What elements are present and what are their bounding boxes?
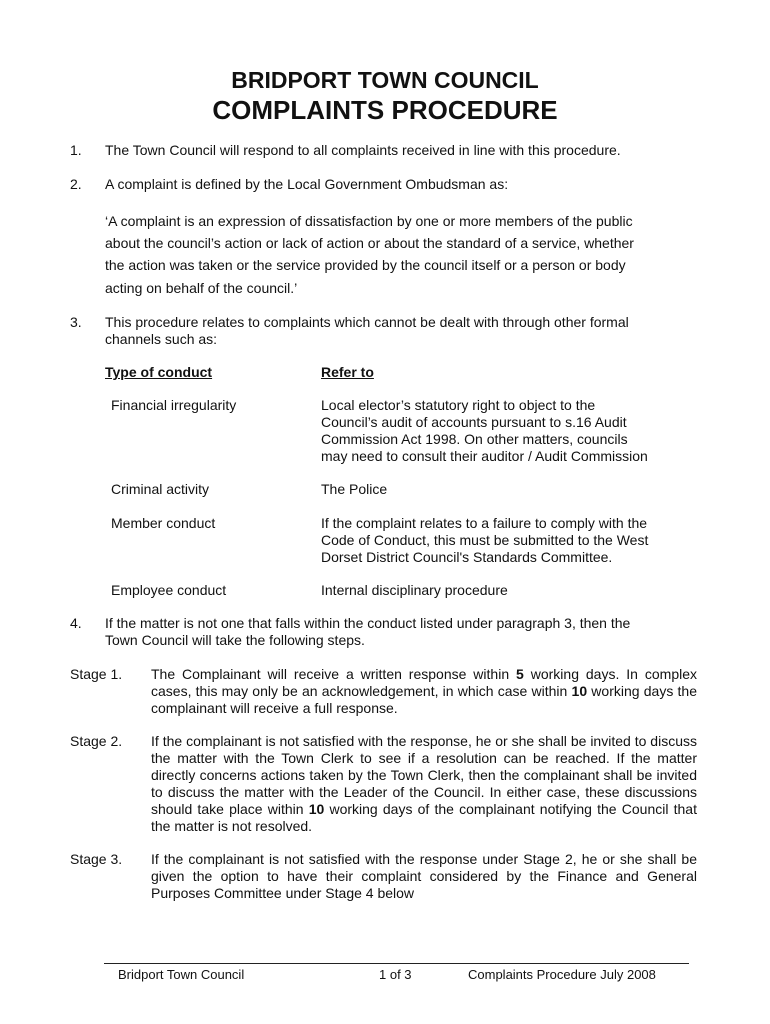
refer-line: If the complaint relates to a failure to comply with the bbox=[321, 515, 648, 531]
stage-text-part: If the complainant is not satisfied with the response, he or she shall be invited to discuss the matter with the Town Clerk to see if a resolution can be reached. If the matter directly concerns actions taken by the Town Clerk, then the complainant shall be invited to discuss the matter with the Leader of the Council. In either case, these discussions should take place within bbox=[151, 733, 697, 817]
table-row-refer bbox=[321, 515, 691, 566]
ombudsman-quote bbox=[105, 210, 695, 299]
refer-line: The Police bbox=[321, 481, 388, 497]
page-title: COMPLAINTS PROCEDURE bbox=[212, 95, 558, 125]
table-header-refer: Refer to bbox=[321, 364, 374, 380]
refer-line: Commission Act 1998. On other matters, councils bbox=[321, 431, 628, 447]
quote-line: about the council’s action or lack of action or about the standard of a service, whether bbox=[105, 235, 634, 252]
stage-deadline-days: 5 bbox=[516, 666, 524, 682]
stage-2-text bbox=[151, 733, 697, 835]
table-row-type: Financial irregularity bbox=[111, 397, 237, 413]
paragraph-4-line: Town Council will take the following steps. bbox=[105, 632, 365, 648]
footer-document-title: Complaints Procedure July 2008 bbox=[468, 967, 656, 982]
refer-line: Dorset District Council's Standards Committee. bbox=[321, 549, 613, 565]
paragraph-3-line: channels such as: bbox=[105, 331, 218, 347]
stage-3-label: Stage 3. bbox=[70, 851, 123, 867]
stage-3-text bbox=[151, 851, 697, 902]
stage-text-part: working days. In complex cases, this may only be an acknowledgement, in which case within bbox=[151, 666, 697, 699]
paragraph-2-number: 2. bbox=[70, 176, 82, 192]
footer-organisation: Bridport Town Council bbox=[118, 967, 245, 982]
stage-text-part: If the complainant is not satisfied with the response under Stage 2, he or she shall be given the option to have their complaint considered by the Finance and General Purposes Committee under Stage 4 below bbox=[151, 851, 697, 901]
stage-deadline-days: 10 bbox=[571, 683, 588, 699]
stage-deadline-days: 10 bbox=[308, 801, 325, 817]
quote-line: the action was taken or the service provided by the council itself or a person or body bbox=[105, 257, 626, 274]
refer-line: Code of Conduct, this must be submitted to the West bbox=[321, 532, 649, 548]
table-row-type: Member conduct bbox=[111, 515, 216, 531]
paragraph-3-text bbox=[105, 314, 695, 348]
refer-line: may need to consult their auditor / Audit Commission bbox=[321, 448, 648, 464]
refer-line: Local elector’s statutory right to object to the bbox=[321, 397, 596, 413]
stage-1-label: Stage 1. bbox=[70, 666, 123, 682]
paragraph-1-text: The Town Council will respond to all complaints received in line with this procedure. bbox=[105, 142, 621, 158]
table-row-type: Employee conduct bbox=[111, 582, 227, 598]
stage-2-label: Stage 2. bbox=[70, 733, 123, 749]
paragraph-3-line: This procedure relates to complaints which cannot be dealt with through other formal bbox=[105, 314, 629, 330]
table-row-refer bbox=[321, 481, 691, 498]
stage-text-part: The Complainant will receive a written response within bbox=[151, 666, 517, 682]
paragraph-4-line: If the matter is not one that falls within the conduct listed under paragraph 3, then the bbox=[105, 615, 631, 631]
table-row-type: Criminal activity bbox=[111, 481, 210, 497]
table-header-type: Type of conduct bbox=[105, 364, 213, 380]
paragraph-2-text: A complaint is defined by the Local Government Ombudsman as: bbox=[105, 176, 509, 192]
paragraph-1-number: 1. bbox=[70, 142, 82, 158]
paragraph-4-number: 4. bbox=[70, 615, 82, 631]
refer-line: Internal disciplinary procedure bbox=[321, 582, 508, 598]
stage-text-part: working days of the complainant notifying the Council that the matter is not resolved. bbox=[151, 801, 697, 834]
table-row-refer bbox=[321, 397, 691, 465]
paragraph-4-text bbox=[105, 615, 695, 649]
paragraph-3-number: 3. bbox=[70, 314, 82, 330]
refer-line: Council’s audit of accounts pursuant to s.16 Audit bbox=[321, 414, 627, 430]
quote-line: ‘A complaint is an expression of dissatisfaction by one or more members of the public bbox=[105, 213, 633, 229]
council-title: BRIDPORT TOWN COUNCIL bbox=[231, 67, 539, 93]
stage-text-part: working days the complainant will receive a full response. bbox=[151, 683, 697, 716]
stage-1-text bbox=[151, 666, 697, 717]
footer-divider bbox=[104, 963, 689, 964]
page-number: 1 of 3 bbox=[379, 967, 412, 982]
table-row-refer bbox=[321, 582, 691, 599]
quote-line: acting on behalf of the council.’ bbox=[105, 279, 298, 296]
